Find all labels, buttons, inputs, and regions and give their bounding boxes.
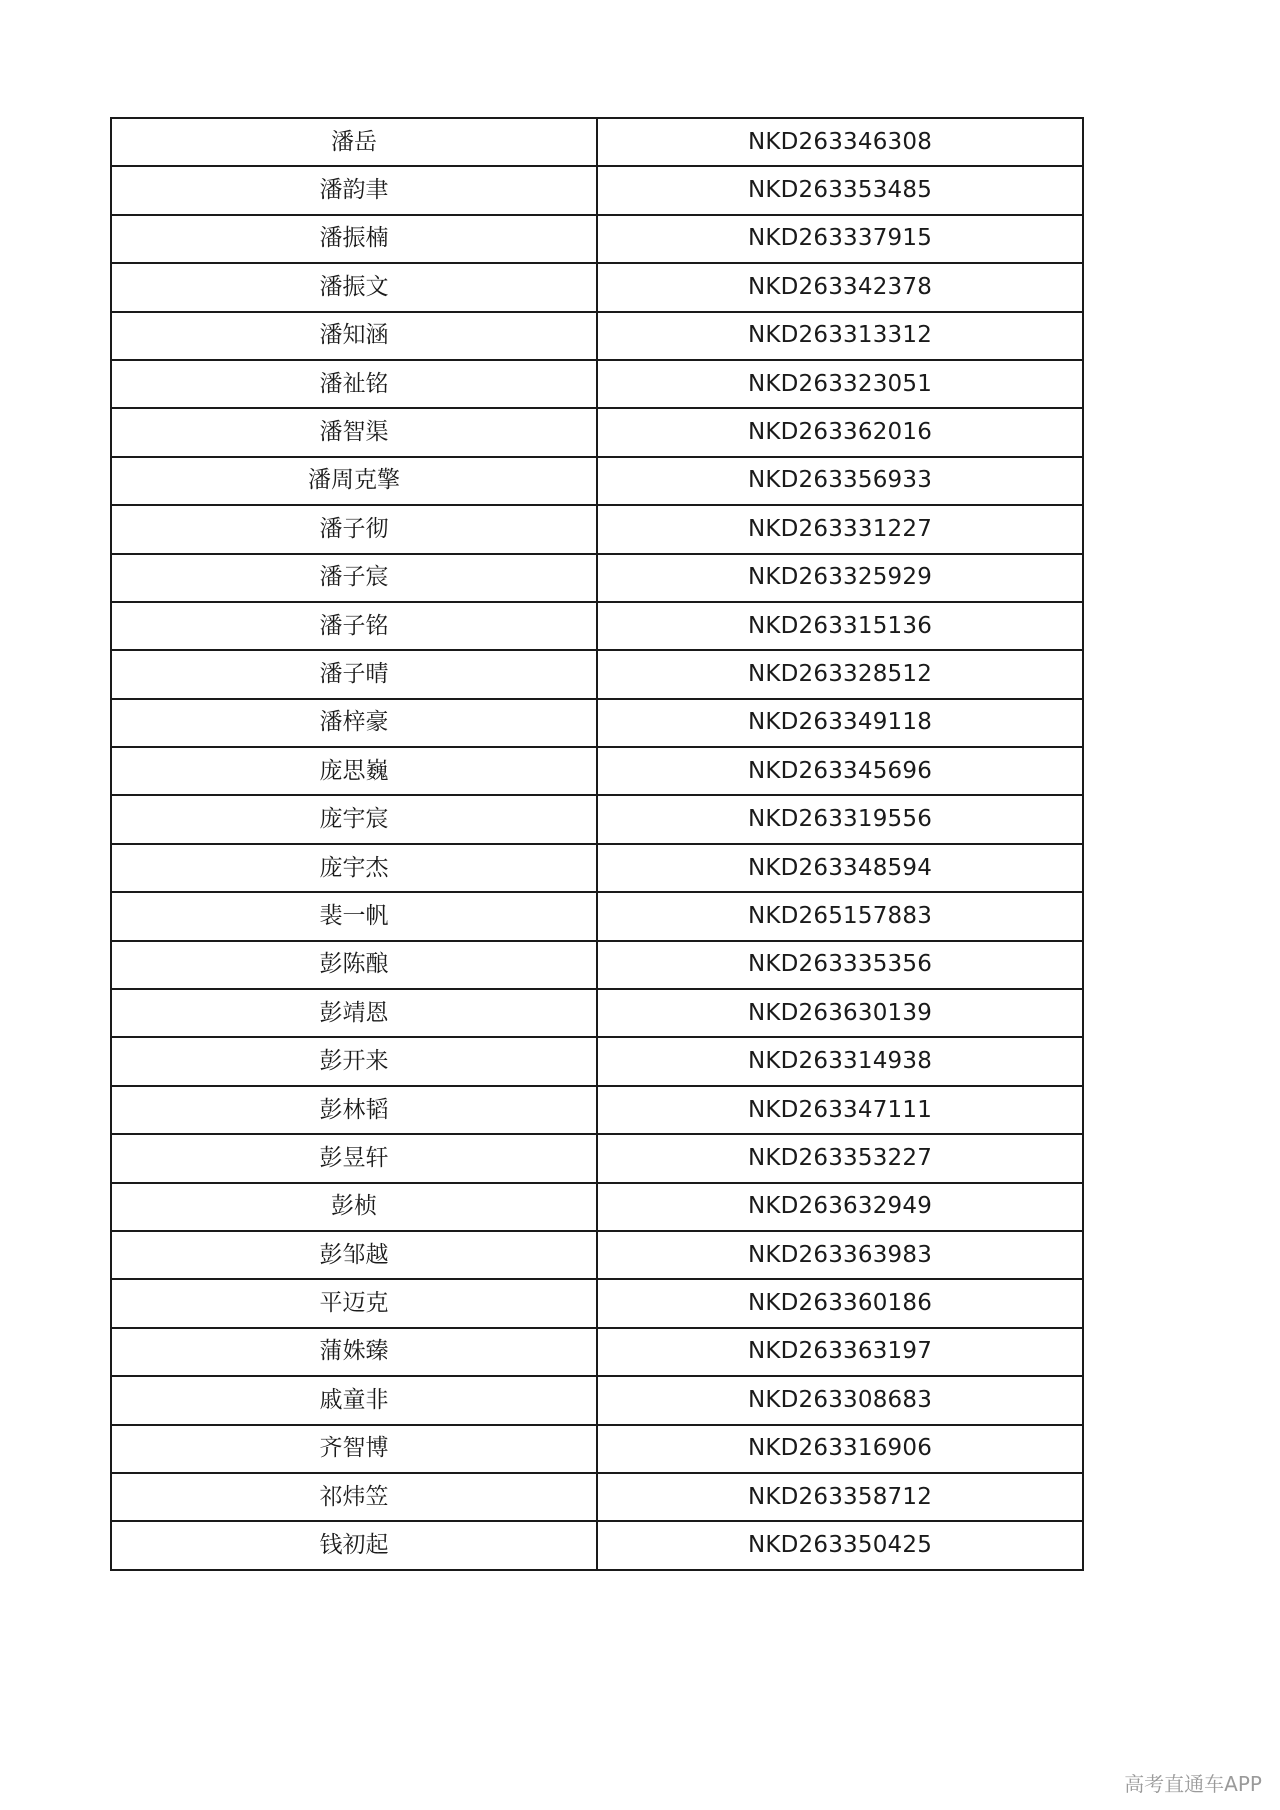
id-cell: NKD263331227 — [597, 505, 1083, 553]
table-row — [111, 602, 1083, 650]
name-cell: 潘振楠 — [111, 215, 597, 263]
table-row — [111, 1376, 1083, 1424]
table-row — [111, 263, 1083, 311]
name-cell: 祁炜笠 — [111, 1473, 597, 1521]
roster-table — [110, 117, 1084, 1571]
id-cell: NKD263348594 — [597, 844, 1083, 892]
name-cell: 钱初起 — [111, 1521, 597, 1569]
table-row — [111, 892, 1083, 940]
table-row — [111, 941, 1083, 989]
name-cell: 齐智博 — [111, 1425, 597, 1473]
id-cell: NKD263362016 — [597, 408, 1083, 456]
name-cell: 潘知涵 — [111, 312, 597, 360]
id-cell: NKD263363983 — [597, 1231, 1083, 1279]
id-cell: NKD263353485 — [597, 166, 1083, 214]
id-cell: NKD263346308 — [597, 118, 1083, 166]
id-cell: NKD263325929 — [597, 554, 1083, 602]
name-cell: 潘梓豪 — [111, 699, 597, 747]
name-cell: 彭邹越 — [111, 1231, 597, 1279]
name-cell: 彭林韬 — [111, 1086, 597, 1134]
id-cell: NKD263353227 — [597, 1134, 1083, 1182]
table-row — [111, 1328, 1083, 1376]
table-row — [111, 1183, 1083, 1231]
name-cell: 裴一帆 — [111, 892, 597, 940]
name-cell: 潘振文 — [111, 263, 597, 311]
name-cell: 潘岳 — [111, 118, 597, 166]
id-cell: NKD263308683 — [597, 1376, 1083, 1424]
table-row — [111, 360, 1083, 408]
name-cell: 潘子晴 — [111, 650, 597, 698]
table-row — [111, 215, 1083, 263]
id-cell: NKD263363197 — [597, 1328, 1083, 1376]
name-cell: 潘子彻 — [111, 505, 597, 553]
id-cell: NKD263323051 — [597, 360, 1083, 408]
name-cell: 彭靖恩 — [111, 989, 597, 1037]
table-row — [111, 118, 1083, 166]
name-cell: 庞思巍 — [111, 747, 597, 795]
name-cell: 戚童非 — [111, 1376, 597, 1424]
watermark-text: 高考直通车APP — [1124, 1772, 1262, 1796]
id-cell: NKD263358712 — [597, 1473, 1083, 1521]
name-cell: 平迈克 — [111, 1279, 597, 1327]
id-cell: NKD263315136 — [597, 602, 1083, 650]
id-cell: NKD263335356 — [597, 941, 1083, 989]
name-cell: 潘祉铭 — [111, 360, 597, 408]
id-cell: NKD263314938 — [597, 1037, 1083, 1085]
name-cell: 庞宇宸 — [111, 795, 597, 843]
table-row — [111, 1521, 1083, 1569]
id-cell: NKD263356933 — [597, 457, 1083, 505]
table-row — [111, 795, 1083, 843]
table-row — [111, 554, 1083, 602]
table-row — [111, 1279, 1083, 1327]
id-cell: NKD263632949 — [597, 1183, 1083, 1231]
name-cell: 彭桢 — [111, 1183, 597, 1231]
table-row — [111, 1425, 1083, 1473]
table-row — [111, 408, 1083, 456]
table-row — [111, 505, 1083, 553]
id-cell: NKD263342378 — [597, 263, 1083, 311]
id-cell: NKD263345696 — [597, 747, 1083, 795]
name-cell: 潘韵聿 — [111, 166, 597, 214]
table-row — [111, 989, 1083, 1037]
name-cell: 彭开来 — [111, 1037, 597, 1085]
name-cell: 潘周克擎 — [111, 457, 597, 505]
name-cell: 蒲姝臻 — [111, 1328, 597, 1376]
table-row — [111, 1037, 1083, 1085]
table-row — [111, 1134, 1083, 1182]
name-cell: 彭陈酿 — [111, 941, 597, 989]
id-cell: NKD263350425 — [597, 1521, 1083, 1569]
table-row — [111, 166, 1083, 214]
id-cell: NKD263337915 — [597, 215, 1083, 263]
name-cell: 庞宇杰 — [111, 844, 597, 892]
id-cell: NKD263347111 — [597, 1086, 1083, 1134]
id-cell: NKD263319556 — [597, 795, 1083, 843]
table-row — [111, 650, 1083, 698]
table-row — [111, 1086, 1083, 1134]
id-cell: NKD263630139 — [597, 989, 1083, 1037]
table-row — [111, 312, 1083, 360]
id-cell: NKD263328512 — [597, 650, 1083, 698]
name-cell: 潘智渠 — [111, 408, 597, 456]
table-row — [111, 747, 1083, 795]
name-cell: 彭昱轩 — [111, 1134, 597, 1182]
table-row — [111, 699, 1083, 747]
table-row — [111, 457, 1083, 505]
roster-table-body — [111, 118, 1083, 1570]
id-cell: NKD265157883 — [597, 892, 1083, 940]
table-row — [111, 844, 1083, 892]
table-row — [111, 1231, 1083, 1279]
name-cell: 潘子铭 — [111, 602, 597, 650]
id-cell: NKD263349118 — [597, 699, 1083, 747]
id-cell: NKD263360186 — [597, 1279, 1083, 1327]
id-cell: NKD263313312 — [597, 312, 1083, 360]
name-cell: 潘子宸 — [111, 554, 597, 602]
table-row — [111, 1473, 1083, 1521]
id-cell: NKD263316906 — [597, 1425, 1083, 1473]
